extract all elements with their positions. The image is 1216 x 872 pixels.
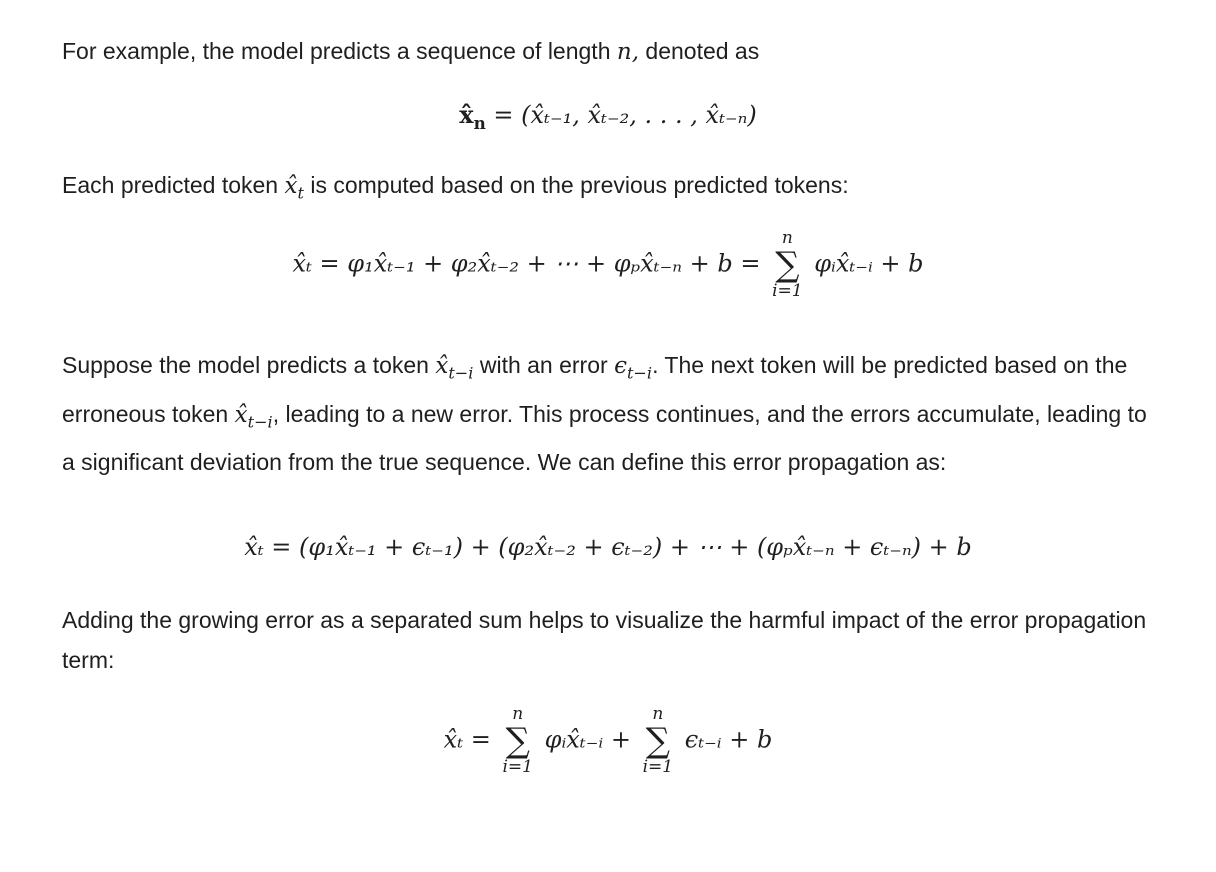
p3-error: $\epsilon_{t-i}$ [614,353,653,383]
eq4-rhs: ϵₜ₋ᵢ + b [684,725,773,754]
eq4-lhs: x̂ₜ = [443,725,491,754]
equation-error-expanded [0,533,1216,561]
eq4-sum1-upper: n [512,704,524,724]
sigma-symbol: ∑ [645,721,670,761]
eq2-sum-lower: i=1 [772,281,803,301]
eq4-sum1-lower: i=1 [502,757,533,777]
eq2-sum-upper: n [781,228,793,248]
p2-tail: is computed based on the previous predicted tokens: [310,172,849,198]
p3-d: , leading to a new error. This process continues, and the errors accumulate, leading to a significant deviation from the true sequence. We can define this error propagation as: [62,400,1147,476]
paragraph-predicted-token [62,165,1152,214]
length-variable: n, [616,39,640,65]
p4-text: Adding the growing error as a separated sum helps to visualize the harmful impact of the error propagation term: [62,607,1147,673]
p3-erroneous-token: $x̂_{t-i}$ [234,401,273,432]
p3-token: $x̂_{t-i}$ [435,353,474,383]
paragraph-error-propagation [62,345,1152,482]
eq4-summation-2 [643,706,674,776]
eq2-lhs: x̂ₜ = φ₁x̂ₜ₋₁ + φ₂x̂ₜ₋₂ + ⋯ + φₚx̂ₜ₋ₙ + b = [292,249,761,278]
eq4-summation-1 [503,706,534,776]
p3-a: Suppose the model predicts a token [62,352,429,378]
eq3-text: x̂ₜ = (φ₁x̂ₜ₋₁ + ϵₜ₋₁) + (φ₂x̂ₜ₋₂ + ϵₜ₋₂) + ⋯ + (φₚx̂ₜ₋ₙ + ϵₜ₋ₙ) + b [244,533,972,561]
paragraph-intro [62,31,1152,72]
equation-separated-sum [0,706,1216,776]
equation-sequence [0,100,1216,133]
token-variable: $x̂_t$ [284,173,304,203]
p2-text: Each predicted token [62,172,279,198]
eq1-rhs: = (x̂ₜ₋₁, x̂ₜ₋₂, . . . , x̂ₜ₋ₙ) [493,101,757,129]
p3-b: with an error [479,352,608,378]
sigma-symbol: ∑ [505,721,530,761]
eq4-sum2-upper: n [652,704,664,724]
eq2-rhs: φᵢx̂ₜ₋ᵢ + b [814,249,924,278]
paragraph-separated-sum [62,600,1152,680]
intro-tail: denoted as [645,38,760,64]
eq1-lhs: $x̂_n$ [459,100,486,133]
intro-text: For example, the model predicts a sequence of length [62,38,611,64]
sigma-symbol: ∑ [775,245,800,285]
p3-c: . The next token will be predicted based on the erroneous token [62,352,1128,427]
eq4-sum2-lower: i=1 [642,757,674,777]
eq2-summation [772,230,803,300]
equation-autoregressive [0,230,1216,300]
eq4-mid: φᵢx̂ₜ₋ᵢ + [544,725,631,754]
